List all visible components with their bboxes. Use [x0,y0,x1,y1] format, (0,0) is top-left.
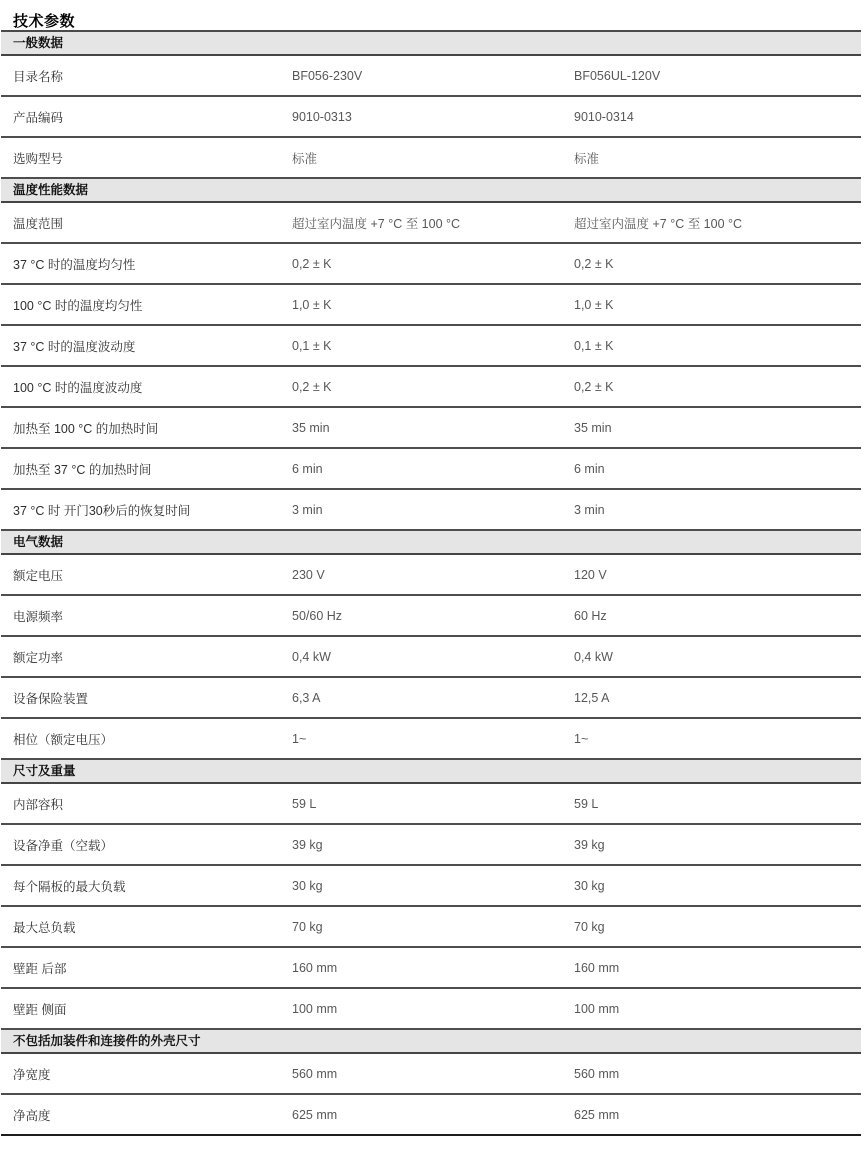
section-header: 一般数据 [1,32,861,56]
row-label: 壁距 后部 [13,961,67,976]
row-value-model-2: 70 kg [574,919,605,934]
row-label: 额定电压 [13,568,64,583]
row-value-model-2: 9010-0314 [574,109,634,124]
row-value-model-2: 6 min [574,461,605,476]
row-value-model-2: 0,1 ± K [574,338,614,353]
row-value-model-1: 100 mm [292,1001,338,1016]
section-header: 电气数据 [1,531,861,555]
row-value-model-2: 0,2 ± K [574,256,614,271]
row-value-model-2: 0,4 kW [574,649,613,664]
table-row [1,825,861,866]
table-row [1,719,861,760]
table-row [1,784,861,825]
page-title: 技术参数 [13,13,76,30]
row-label: 净高度 [13,1108,51,1123]
row-value-model-2: 超过室内温度 +7 °C 至 100 °C [574,216,743,231]
row-value-model-1: BF056-230V [292,68,363,83]
table-row [1,203,861,244]
row-value-model-1: 6,3 A [292,690,321,705]
table-row [1,948,861,989]
row-value-model-1: 160 mm [292,960,338,975]
row-value-model-2: 12,5 A [574,690,610,705]
table-row [1,637,861,678]
row-label: 每个隔板的最大负载 [13,879,126,894]
row-value-model-2: 60 Hz [574,608,607,623]
row-value-model-2: 3 min [574,502,605,517]
row-label: 37 °C 时 开门30秒后的恢复时间 [13,503,191,518]
row-label: 加热至 37 °C 的加热时间 [13,462,152,477]
table-row [1,326,861,367]
technical-spec-table [1,30,861,1136]
row-label: 37 °C 时的温度波动度 [13,339,136,354]
row-label: 电源频率 [13,609,64,624]
section-temperature-data [1,179,861,531]
row-value-model-1: 0,1 ± K [292,338,332,353]
section-electrical-data [1,531,861,760]
row-value-model-1: 超过室内温度 +7 °C 至 100 °C [292,216,461,231]
table-row [1,449,861,490]
row-value-model-2: 30 kg [574,878,605,893]
row-value-model-1: 560 mm [292,1066,338,1081]
row-value-model-1: 3 min [292,502,323,517]
row-value-model-1: 0,2 ± K [292,256,332,271]
row-value-model-1: 0,4 kW [292,649,331,664]
row-label: 100 °C 时的温度均匀性 [13,298,143,313]
row-value-model-2: 100 mm [574,1001,620,1016]
section-housing-dimensions [1,1030,861,1136]
row-label: 选购型号 [13,151,64,166]
table-row [1,1054,861,1095]
row-label: 相位（额定电压） [13,732,114,747]
section-dimensions-weight [1,760,861,1030]
section-general-data [1,32,861,179]
table-row [1,1095,861,1136]
row-value-model-2: 39 kg [574,837,605,852]
table-row [1,490,861,531]
row-value-model-1: 50/60 Hz [292,608,343,623]
row-value-model-2: 160 mm [574,960,620,975]
table-row [1,678,861,719]
table-row [1,367,861,408]
row-value-model-2: BF056UL-120V [574,68,661,83]
section-header: 不包括加装件和连接件的外壳尺寸 [1,1030,861,1054]
table-row [1,97,861,138]
row-value-model-2: 625 mm [574,1107,620,1122]
row-value-model-2: 1~ [574,731,589,746]
table-row [1,285,861,326]
row-value-model-1: 1~ [292,731,307,746]
row-value-model-1: 0,2 ± K [292,379,332,394]
table-row [1,989,861,1030]
row-label: 净宽度 [13,1067,51,1082]
table-row [1,555,861,596]
table-row [1,56,861,97]
table-row [1,866,861,907]
table-row [1,408,861,449]
row-label: 设备净重（空载） [13,838,114,853]
section-header: 温度性能数据 [1,179,861,203]
row-label: 产品编码 [13,110,64,125]
table-row [1,907,861,948]
row-value-model-2: 1,0 ± K [574,297,614,312]
row-value-model-2: 0,2 ± K [574,379,614,394]
row-value-model-1: 625 mm [292,1107,338,1122]
table-row [1,596,861,637]
row-value-model-2: 35 min [574,420,612,435]
row-label: 最大总负载 [13,920,76,935]
row-label: 温度范围 [13,216,64,231]
section-header: 尺寸及重量 [1,760,861,784]
row-value-model-1: 30 kg [292,878,323,893]
row-label: 100 °C 时的温度波动度 [13,380,143,395]
row-value-model-2: 120 V [574,567,607,582]
row-label: 目录名称 [13,69,64,84]
table-row [1,138,861,179]
row-value-model-1: 9010-0313 [292,109,352,124]
row-label: 设备保险装置 [13,691,89,706]
row-value-model-1: 1,0 ± K [292,297,332,312]
table-row [1,244,861,285]
row-label: 37 °C 时的温度均匀性 [13,257,136,272]
row-label: 额定功率 [13,650,64,665]
row-value-model-1: 35 min [292,420,330,435]
row-value-model-2: 标准 [574,151,600,166]
row-value-model-1: 70 kg [292,919,323,934]
row-value-model-2: 560 mm [574,1066,620,1081]
row-value-model-1: 39 kg [292,837,323,852]
row-value-model-2: 59 L [574,796,599,811]
row-value-model-1: 59 L [292,796,317,811]
row-label: 壁距 侧面 [13,1002,67,1017]
row-value-model-1: 230 V [292,567,325,582]
row-value-model-1: 标准 [292,151,318,166]
row-value-model-1: 6 min [292,461,323,476]
row-label: 内部容积 [13,797,64,812]
row-label: 加热至 100 °C 的加热时间 [13,421,159,436]
